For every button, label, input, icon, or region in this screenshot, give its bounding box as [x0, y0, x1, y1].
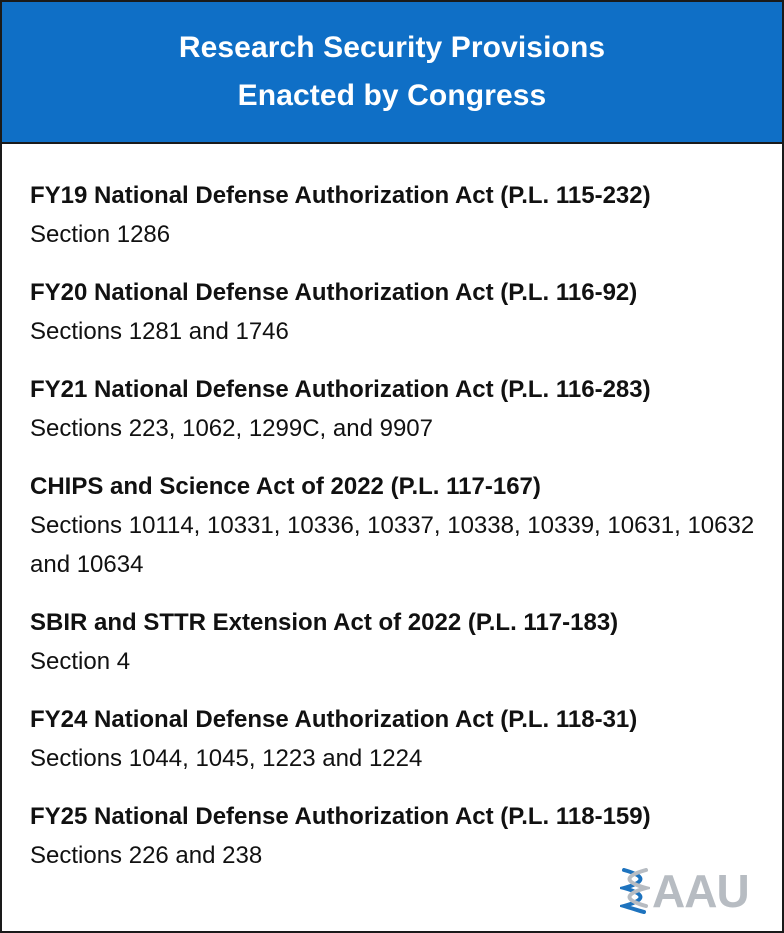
provisions-list — [30, 176, 760, 894]
provision-sections: Sections 226 and 238 — [30, 842, 263, 869]
provision-title: FY19 National Defense Authorization Act (P.L. 115-232) — [30, 182, 651, 209]
provision-item — [30, 700, 760, 778]
provision-sections: Section 1286 — [30, 221, 171, 248]
provision-item — [30, 273, 760, 351]
provision-item — [30, 797, 760, 875]
header-title-line-1: Research Security Provisions — [178, 31, 606, 64]
provision-title: FY21 National Defense Authorization Act (P.L. 116-283) — [30, 376, 651, 403]
provision-title: FY24 National Defense Authorization Act (P.L. 118-31) — [30, 706, 638, 733]
provision-item — [30, 370, 760, 448]
provision-title: FY20 National Defense Authorization Act (P.L. 116-92) — [30, 279, 638, 306]
header-title-line-2: Enacted by Congress — [237, 79, 547, 112]
provision-sections: Sections 1044, 1045, 1223 and 1224 — [30, 745, 423, 772]
provision-item — [30, 603, 760, 681]
provision-item — [30, 467, 760, 584]
provision-title: FY25 National Defense Authorization Act (P.L. 118-159) — [30, 803, 651, 830]
logo-text: AAU — [652, 865, 749, 917]
provision-title: SBIR and STTR Extension Act of 2022 (P.L. 117-183) — [30, 609, 619, 636]
provision-sections: Sections 10114, 10331, 10336, 10337, 10338, 10339, 10631, 10632 and 10634 — [30, 512, 755, 578]
provision-sections: Section 4 — [30, 648, 131, 675]
dna-helix-icon — [620, 868, 650, 914]
provision-sections: Sections 1281 and 1746 — [30, 318, 289, 345]
card-header — [2, 2, 782, 144]
provision-title: CHIPS and Science Act of 2022 (P.L. 117-167) — [30, 473, 541, 500]
aau-logo — [620, 866, 749, 916]
provision-item — [30, 176, 760, 254]
provision-sections: Sections 223, 1062, 1299C, and 9907 — [30, 415, 433, 442]
